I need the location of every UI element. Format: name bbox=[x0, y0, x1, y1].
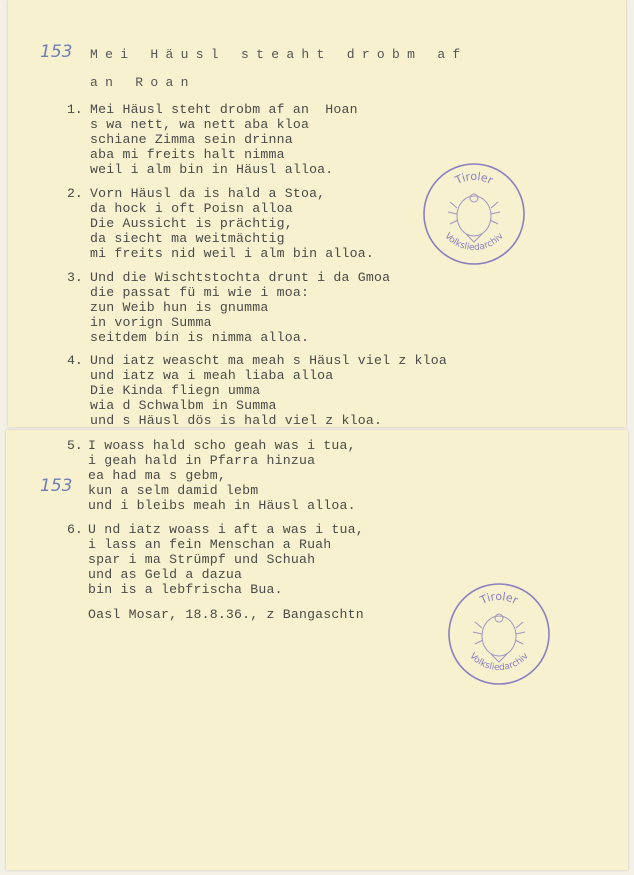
verse-line: ea had ma s gebm, bbox=[88, 468, 226, 483]
verse-number: 3. bbox=[67, 270, 83, 285]
verse-line: Und iatz weascht ma meah s Häusl viel z kloa bbox=[90, 353, 448, 368]
verse-line: und as Geld a dazua bbox=[88, 567, 243, 582]
verse-line: und s Häusl dös is hald viel z kloa. bbox=[90, 413, 383, 428]
verse-line: spar i ma Strümpf und Schuah bbox=[88, 552, 316, 567]
signature-line: Oasl Mosar, 18.8.36., z Bangaschtn bbox=[88, 607, 364, 622]
verse-line: die passat fü mi wie i moa: bbox=[90, 285, 310, 300]
verse-line: i lass an fein Menschan a Ruah bbox=[88, 537, 332, 552]
verse-line: Und die Wischtstochta drunt i da Gmoa bbox=[90, 270, 391, 285]
verse-line: Die Kinda fliegn umma bbox=[90, 383, 261, 398]
verse-line: Die Aussicht is prächtig, bbox=[90, 216, 293, 231]
svg-text:Volksliedarchiv: Volksliedarchiv bbox=[442, 231, 506, 254]
svg-text:Volksliedarchiv: Volksliedarchiv bbox=[467, 651, 531, 674]
verse-line: Vorn Häusl da is hald a Stoa, bbox=[90, 186, 326, 201]
handwritten-number-bottom: 153 bbox=[40, 476, 73, 496]
archive-stamp bbox=[422, 162, 526, 266]
verse-line: schiane Zimma sein drinna bbox=[90, 132, 293, 147]
verse-line: kun a selm damid lebm bbox=[88, 483, 259, 498]
svg-text:Tiroler: Tiroler bbox=[478, 589, 521, 608]
stamp-graphic bbox=[447, 582, 551, 686]
verse-number: 2. bbox=[67, 186, 83, 201]
verse-line: da hock i oft Poisn alloa bbox=[90, 201, 293, 216]
verse-line: i geah hald in Pfarra hinzua bbox=[88, 453, 316, 468]
verse-number: 1. bbox=[67, 102, 83, 117]
song-title-line1: Mei Häusl steaht drobm af bbox=[90, 47, 468, 62]
verse-line: zun Weib hun is gnumma bbox=[90, 300, 269, 315]
verse-line: I woass hald scho geah was i tua, bbox=[88, 438, 356, 453]
verse-line: und i bleibs meah in Häusl alloa. bbox=[88, 498, 356, 513]
handwritten-number-top: 153 bbox=[40, 42, 73, 62]
verse-number: 4. bbox=[67, 353, 83, 368]
archive-stamp bbox=[447, 582, 551, 686]
svg-text:Tiroler: Tiroler bbox=[453, 169, 496, 188]
verse-line: mi freits nid weil i alm bin alloa. bbox=[90, 246, 374, 261]
verse-line: wia d Schwalbm in Summa bbox=[90, 398, 277, 413]
stamp-graphic bbox=[422, 162, 526, 266]
verse-line: Mei Häusl steht drobm af an Hoan bbox=[90, 102, 358, 117]
verse-line: in vorign Summa bbox=[90, 315, 212, 330]
verse-line: U nd iatz woass i aft a was i tua, bbox=[88, 522, 364, 537]
verse-line: aba mi freits halt nimma bbox=[90, 147, 285, 162]
verse-number: 6. bbox=[67, 522, 83, 537]
verse-line: da siecht ma weitmächtig bbox=[90, 231, 285, 246]
verse-line: bin is a lebfrischa Bua. bbox=[88, 582, 283, 597]
verse-number: 5. bbox=[67, 438, 83, 453]
verse-line: seitdem bin is nimma alloa. bbox=[90, 330, 310, 345]
verse-line: s wa nett, wa nett aba kloa bbox=[90, 117, 310, 132]
verse-line: und iatz wa i meah liaba alloa bbox=[90, 368, 334, 383]
song-title-line2: an Roan bbox=[90, 75, 196, 90]
verse-line: weil i alm bin in Häusl alloa. bbox=[90, 162, 334, 177]
